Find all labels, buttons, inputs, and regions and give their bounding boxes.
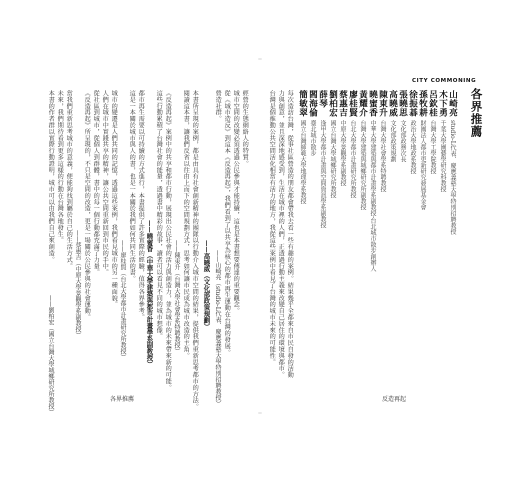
editor-name: 張曉思 [397, 90, 408, 117]
editor-desc: 文化部政務次長 [399, 120, 406, 162]
editor-desc: studio-L代表、慶應義塾大學特別招聘教授 [449, 120, 456, 235]
page-footer-right: 反造再起 [382, 396, 407, 403]
section-heading: 各界推薦 [469, 88, 484, 138]
body-line: 閱讀這本書，讓我們反省以往由上而下的空間規劃方式，思考如何讓市民成為城市改造的主角。 [182, 90, 190, 359]
page-footer-left: 各界推薦 [110, 396, 135, 403]
body-line: 從社區到城市，從個人到群體，書中的每一個行動都充滿了力量。 [92, 90, 100, 276]
body-line: 《反造再起》案例中的共享和都市行動，展現出公民社會的活力與創造力，並為城市的未來帶來新的可能。 [164, 90, 172, 391]
editor-name: 蔡惠吉 [337, 90, 348, 117]
editor-desc: 中原大學景觀學系副教授 [339, 120, 346, 186]
editor-name: 高曉威 [387, 90, 398, 117]
body-line: 台灣是個推動公共空間活化相當有活力的地方，我從這些案例中看見了台灣的城市未來的可能性。 [268, 90, 276, 366]
editor-name: 黃耀介 [357, 90, 368, 117]
editor-desc: 台北大學都市計畫研究所教授 [349, 120, 356, 198]
body-line: 本書所呈現的案例，都是由具有社會創新精神的團隊以行動介入城市空間的結果，提供我們重新思考都市的方法。 [191, 90, 199, 410]
signature: ——廖桂賢（台北大學都市計畫研究所教授） [119, 240, 126, 360]
editor-desc: 中華大學建築與都市計畫學系副教授·台北城市散步創辦人 [369, 120, 376, 272]
editor-name: 劉柏宏 [327, 90, 338, 117]
body-line: 經營的生態網絡人的特質。 [241, 90, 249, 167]
editor-name: 簡敏翠 [297, 90, 308, 117]
body-line: 營造社群。 [214, 90, 222, 122]
editor-desc: 政治大學地政系教授 [409, 120, 416, 174]
signature: ——劉柏宏（國立台灣大學城鄉研究所教授） [47, 295, 54, 415]
body-line: 當我們重新思考城市的意義，便能夠找到屬於自己的生活方式。 [65, 90, 73, 270]
editor-desc: 臺北城市散步 [309, 120, 316, 156]
body-line: 本書的作者群以實際行動證明，城市可以由我們自己來創造。 [47, 90, 55, 263]
editor-name: 薛琴 [317, 90, 328, 108]
editor-desc: 台灣大學建築與城鄉研究所副教授 [359, 120, 366, 210]
editor-name: 徐振碁 [407, 90, 418, 117]
body-line: 這是一本關於城市與人的書，也是一本關於我們如何共同生活的書。 [128, 90, 136, 282]
running-header: CITY COMMONING [412, 78, 477, 84]
body-line: 從《城市造反》到這本《反造再起》，我們看到了以共享為核心的都市再生運動在台灣的發展。 [223, 90, 231, 356]
editor-desc: 千葉大學園藝學研究科教授 [439, 120, 446, 192]
editor-name: 孫牧耕 [417, 90, 428, 117]
editor-desc: 文化部政策規劃 [389, 120, 396, 162]
editor-name: 呂欽桂 [427, 90, 438, 117]
signature: ——陳東升（台灣大學社會學系特聘教授） [173, 240, 180, 354]
body-line: 城市的變遷是人們共同的記憶，透過這些案例，我們看見城市的另一種面貌。 [110, 90, 118, 308]
editor-desc: 國立台灣大學城鄉研究所教授 [329, 120, 336, 198]
editor-desc: 國立台灣師範大學地理學系教授 [299, 120, 306, 204]
body-line: 城市空間的改變必須透過公民參與才能持續，這也是本書想要傳達的重要觀念。 [232, 90, 240, 314]
editor-name: 閻海倫 [307, 90, 318, 117]
editor-name: 木下勇 [437, 90, 448, 117]
body-line: 未來，我們期待看到更多這樣的行動在台灣各地發生。 [56, 90, 64, 244]
editor-name: 陳東升 [377, 90, 388, 117]
editor-name: 山崎亮 [447, 90, 458, 117]
body-line: 這些行動累積了台灣社會的能量，透過書中精彩的故事，讀者可以看見不同的城市想像。 [155, 90, 163, 340]
signature: ——蔡惠吉（中原大學景觀學系副教授） [74, 230, 81, 338]
editor-desc: 台灣大學社會學系特聘教授 [379, 120, 386, 192]
body-line: 《反造再起》所呈現的，不只是空間的改造，更是一場關於公民參與的社會運動。 [83, 90, 91, 321]
signature: ——山崎亮（studio-L代表、慶應義塾大學特別招聘教授） [214, 250, 221, 407]
signature: ——高曉威（文化部政策規劃） [202, 240, 211, 330]
editor-desc: 逢甲大學都市計畫與空間資訊學系副教授 [319, 120, 326, 228]
editor-name: 廖桂賢 [347, 90, 358, 117]
signature: ——曉蜜香（中華大學建築與都市計畫學系副教授） [145, 220, 154, 368]
body-line: 都市再生需要以可持續的方式進行，本書提供了許多實際的經驗，值得各界參考。 [137, 90, 145, 321]
body-line: 人們在城市中實踐共享的精神，讓公共空間重新回到市民的手中。 [101, 90, 109, 276]
body-line: 力與創意，並且深深地感受到，生活在城市裡的人們，正透過行動主義來改變自己居住的環境與都市。 [277, 90, 285, 378]
editor-desc: 財團法人都市更新研究發展基金會 [419, 120, 426, 210]
body-line: 每次造訪台灣，從事社區營造的朋友都會帶我去看一些有趣的案例。結果幾乎全都來自市民自發的活動 [286, 90, 294, 378]
editor-desc: 台灣大學工學院教授 [429, 120, 436, 174]
editor-name: 曉蜜香 [367, 90, 378, 117]
